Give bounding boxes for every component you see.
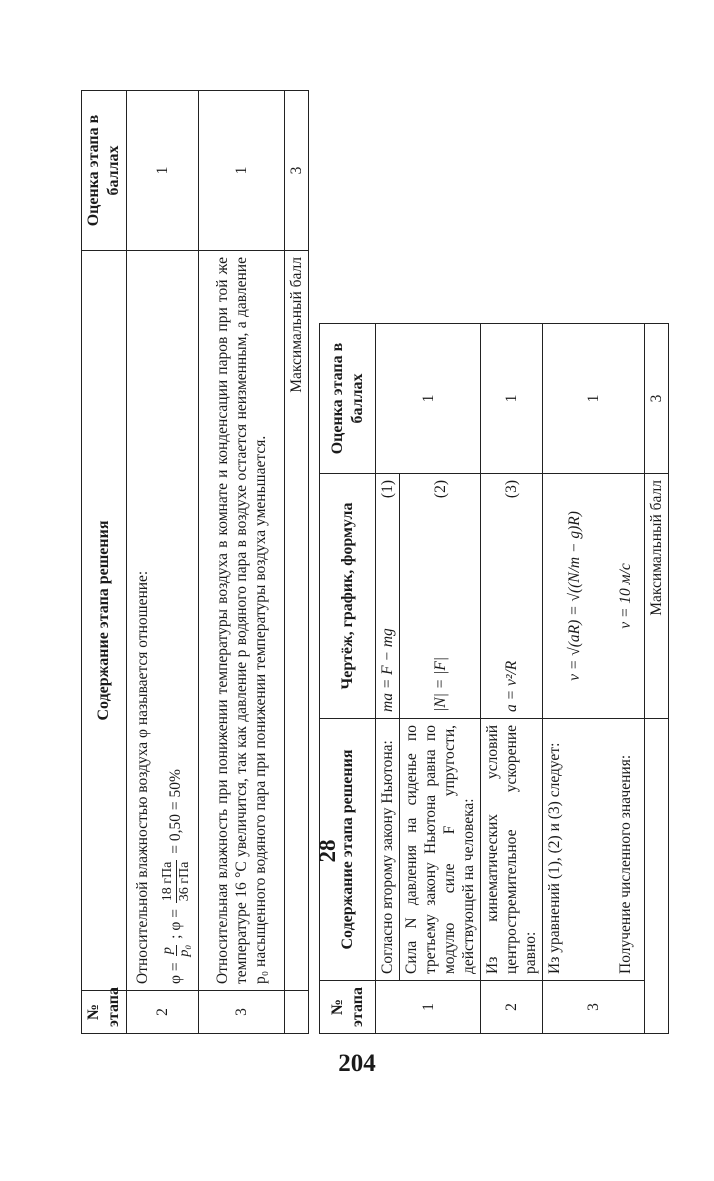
- step-score: 1: [481, 324, 543, 474]
- table-2: [315, 324, 665, 1034]
- header-score: Оценка этапа в баллах: [82, 91, 127, 251]
- humidity-formula: φ = p p₀ ; φ = 18 гПа 36 гПа = 0,50 = 50%: [159, 769, 192, 984]
- step-text: Относительной влажностью воздуха φ называется отношение:: [133, 570, 151, 984]
- step-content: Из кинематических условий центростремительное ускорение равно:: [481, 719, 543, 981]
- step-formula: |N| = |F| (2): [400, 474, 481, 719]
- table-row: [481, 324, 543, 1034]
- step-formula: v = 10 м/с: [607, 474, 645, 719]
- step-number: 3: [543, 981, 645, 1034]
- header-formula: Чертёж, график, формула: [320, 474, 376, 719]
- header-content: Содержание этапа решения: [82, 251, 127, 991]
- max-score-value: 3: [645, 324, 669, 474]
- step-score: 1: [543, 324, 645, 474]
- max-score-value: 3: [285, 91, 309, 251]
- header-step: № этапа: [320, 981, 376, 1034]
- table-row: [127, 91, 199, 1034]
- table-row: [543, 324, 607, 1034]
- table-2-header: [320, 324, 376, 1034]
- step-formula: v = √(aR) = √((N/m − g)R): [543, 474, 607, 719]
- step-content: Из уравнений (1), (2) и (3) следует:: [543, 719, 607, 981]
- step-formula: ma = F − mg (1): [376, 474, 400, 719]
- step-score: 1: [376, 324, 481, 474]
- max-score-row: [285, 91, 309, 1034]
- step-number: 3: [199, 991, 285, 1034]
- page-number: 204: [338, 1050, 376, 1077]
- header-score: Оценка этапа в баллах: [320, 324, 376, 474]
- table-1: [81, 91, 305, 1034]
- header-content: Содержание этапа решения: [320, 719, 376, 981]
- max-score-label: Максимальный балл: [285, 251, 309, 991]
- step-number: 2: [481, 981, 543, 1034]
- table-1-header: [82, 91, 127, 1034]
- step-score: 1: [199, 91, 285, 251]
- header-step: № этапа: [82, 991, 127, 1034]
- task-number: 28: [315, 839, 340, 863]
- step-number: 2: [127, 991, 199, 1034]
- step-content: Относительная влажность при понижении температуры воздуха в комнате и конденсации паров при той же температуре 16 °С увеличится, так как давление p водяного пара в воздухе остается неизменным, а давление p₀ насыщенного водяного пара при понижении температуры воздуха уменьшается.: [199, 251, 285, 991]
- step-content: Согласно второму закону Ньютона:: [376, 719, 400, 981]
- max-score-label: Максимальный балл: [645, 474, 669, 719]
- table-row: [376, 324, 400, 1034]
- step-content: [127, 251, 199, 991]
- max-score-row: [645, 324, 669, 1034]
- step-number: 1: [376, 981, 481, 1034]
- step-content: Сила N давления на сиденье по третьему закону Ньютона равна по модулю силе F упругости, действующей на человека:: [400, 719, 481, 981]
- step-content: Получение численного значения:: [607, 719, 645, 981]
- step-formula: a = v²/R (3): [481, 474, 543, 719]
- step-score: 1: [127, 91, 199, 251]
- table-row: [199, 91, 285, 1034]
